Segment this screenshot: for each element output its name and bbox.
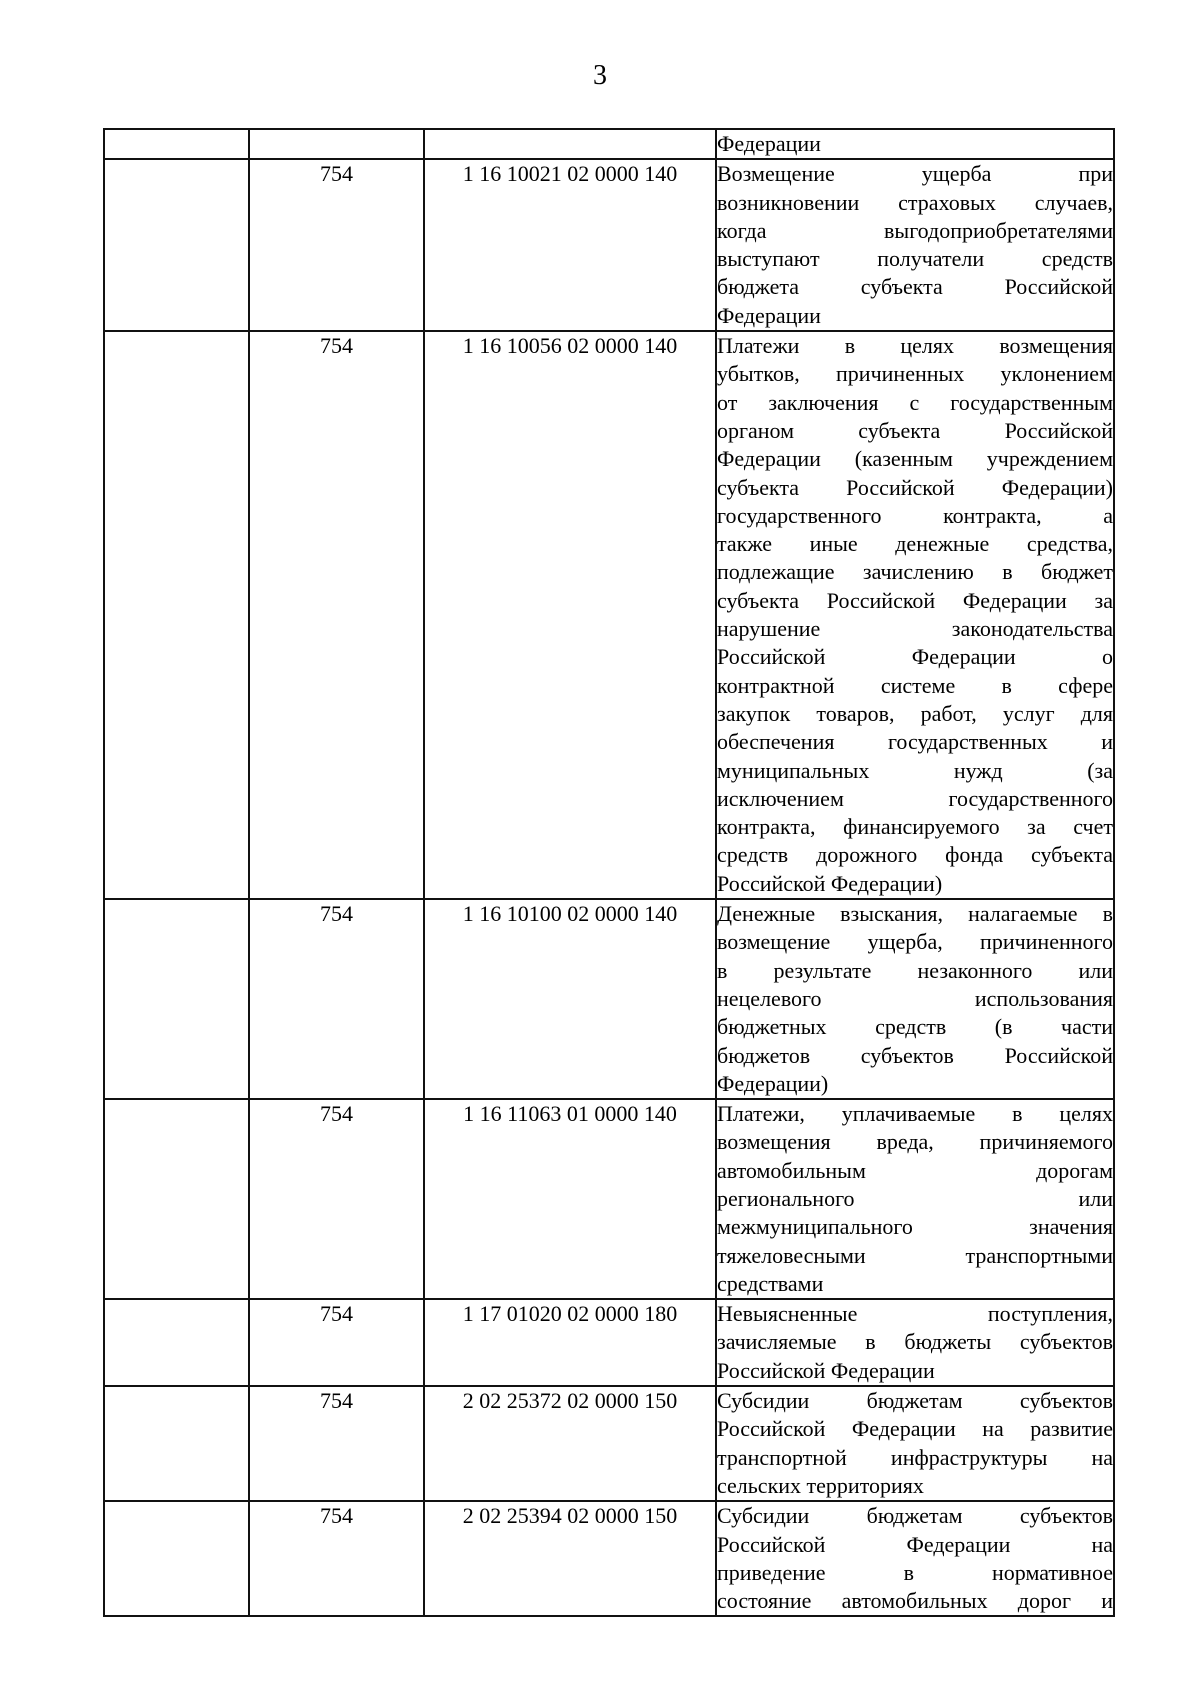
name-line: средствами [717,1270,824,1296]
revenue-code-cell: 1 16 10100 02 0000 140 [424,899,716,1099]
name-line: также иные денежные средства, [717,531,1113,557]
name-line: Федерации) [717,1070,829,1096]
name-line: Российской Федерации) [717,870,943,896]
name-line: контрактной системе в сфере [717,672,1113,698]
name-line: автомобильным дорогам [717,1157,1113,1183]
revenue-code-cell: 1 16 10056 02 0000 140 [424,331,716,899]
empty-cell [104,1501,249,1616]
table-row [104,899,1114,1099]
name-line: бюджетных средств (в части [717,1014,1113,1040]
name-line: от заключения с государственным [717,389,1113,415]
revenue-code-cell: 1 16 10021 02 0000 140 [424,159,716,331]
name-line: бюджетов субъектов Российской [717,1042,1113,1068]
revenue-name-cell [716,1386,1114,1501]
name-line: Федерации (казенным учреждением [717,446,1113,472]
revenue-name-cell [716,1501,1114,1616]
empty-cell [104,1299,249,1386]
name-line: межмуниципального значения [717,1214,1113,1240]
administrator-code-cell: 754 [249,1501,424,1616]
revenue-code-cell [424,129,716,159]
name-line: подлежащие зачислению в бюджет [717,559,1113,585]
name-line: Российской Федерации о [717,644,1113,670]
name-line: зачисляемые в бюджеты субъектов [717,1329,1113,1355]
name-line: Российской Федерации на развитие [717,1416,1113,1442]
revenue-code-cell: 1 16 11063 01 0000 140 [424,1099,716,1299]
name-line: Субсидии бюджетам субъектов [717,1503,1113,1529]
name-line: нецелевого использования [717,985,1113,1011]
empty-cell [104,899,249,1099]
name-line: транспортной инфраструктуры на [717,1444,1113,1470]
revenue-codes-table [103,128,1115,1617]
administrator-code-cell: 754 [249,331,424,899]
empty-cell [104,331,249,899]
page-number: 3 [593,60,607,91]
name-line: субъекта Российской Федерации за [717,587,1113,613]
revenue-code-cell: 1 17 01020 02 0000 180 [424,1299,716,1386]
empty-cell [104,1099,249,1299]
name-line: Субсидии бюджетам субъектов [717,1388,1113,1414]
name-line: убытков, причиненных уклонением [717,361,1113,387]
name-line: органом субъекта Российской [717,417,1113,443]
revenue-name-cell [716,899,1114,1099]
name-line: субъекта Российской Федерации) [717,474,1113,500]
name-line: Платежи, уплачиваемые в целях [717,1101,1113,1127]
name-line: муниципальных нужд (за [717,757,1113,783]
name-line: Денежные взыскания, налагаемые в [717,901,1113,927]
name-line: Возмещение ущерба при [717,161,1113,187]
empty-cell [104,1386,249,1501]
empty-cell [104,159,249,331]
revenue-name-cell [716,331,1114,899]
name-line: приведение в нормативное [717,1559,1113,1585]
revenue-name-cell [716,1099,1114,1299]
name-line: исключением государственного [717,785,1113,811]
name-line: нарушение законодательства [717,616,1113,642]
table-row [104,1099,1114,1299]
name-line: в результате незаконного или [717,957,1113,983]
empty-cell [104,129,249,159]
table-row [104,1386,1114,1501]
name-line: Платежи в целях возмещения [717,333,1113,359]
name-line: Российской Федерации [717,1357,935,1383]
administrator-code-cell: 754 [249,1099,424,1299]
name-line: регионального или [717,1185,1113,1211]
revenue-code-cell: 2 02 25372 02 0000 150 [424,1386,716,1501]
table-row [104,1299,1114,1386]
administrator-code-cell [249,129,424,159]
name-line: возмещения вреда, причиняемого [717,1129,1113,1155]
name-line: сельских территориях [717,1472,924,1498]
name-line: тяжеловесными транспортными [717,1242,1113,1268]
name-line: Федерации [717,131,821,156]
table-body [104,129,1114,1616]
revenue-name-cell [716,129,1114,159]
name-line: выступают получатели средств [717,246,1113,272]
administrator-code-cell: 754 [249,899,424,1099]
name-line: Российской Федерации на [717,1531,1113,1557]
administrator-code-cell: 754 [249,159,424,331]
table-row [104,331,1114,899]
name-line: обеспечения государственных и [717,729,1113,755]
name-line: когда выгодоприобретателями [717,217,1113,243]
table-row [104,129,1114,159]
name-line: государственного контракта, а [717,502,1113,528]
name-line: средств дорожного фонда субъекта [717,842,1113,868]
administrator-code-cell: 754 [249,1386,424,1501]
name-line: бюджета субъекта Российской [717,274,1113,300]
name-line: контракта, финансируемого за счет [717,814,1113,840]
name-line: возникновении страховых случаев, [717,189,1113,215]
name-line: состояние автомобильных дорог и [717,1588,1113,1614]
name-line: Невыясненные поступления, [717,1301,1113,1327]
name-line: Федерации [717,302,821,328]
name-line: возмещение ущерба, причиненного [717,929,1113,955]
revenue-name-cell [716,159,1114,331]
administrator-code-cell: 754 [249,1299,424,1386]
revenue-code-cell: 2 02 25394 02 0000 150 [424,1501,716,1616]
revenue-name-cell [716,1299,1114,1386]
table-row [104,159,1114,331]
table-row [104,1501,1114,1616]
name-line: закупок товаров, работ, услуг для [717,700,1113,726]
